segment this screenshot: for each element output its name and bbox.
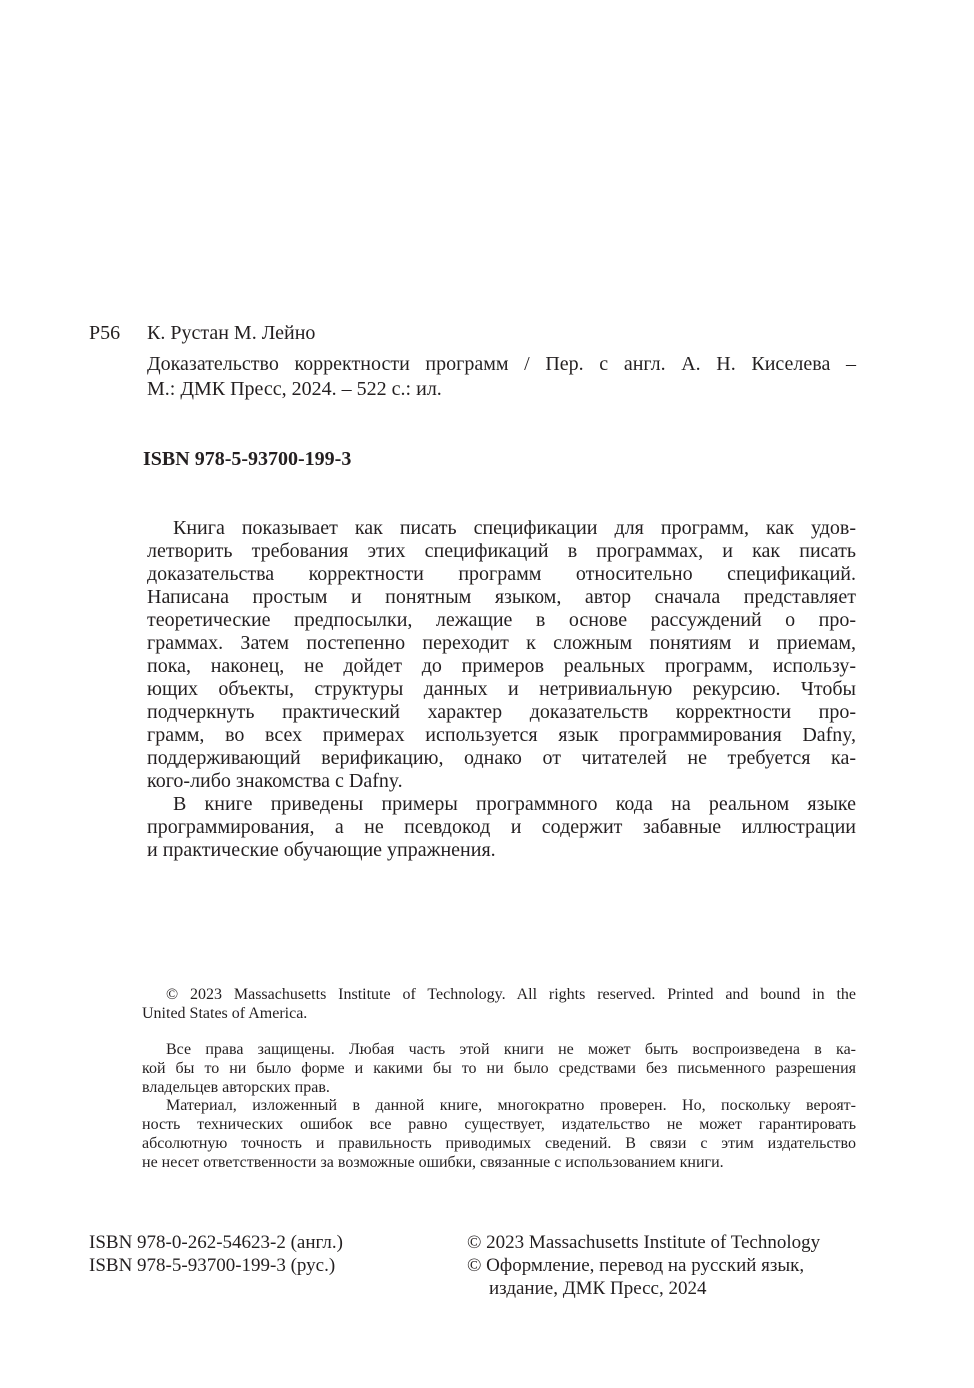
- abstract-line: программирования, а не псевдокод и содержит забавные иллюстрации: [147, 816, 856, 838]
- abstract-line: летворить требования этих спецификаций в программах, и как писать: [147, 540, 856, 562]
- bib-line: М.: ДМК Пресс, 2024. – 522 с.: ил.: [147, 378, 442, 400]
- isbn-english: ISBN 978-0-262-54623-2 (англ.): [89, 1232, 343, 1253]
- rights-notice: [142, 1041, 856, 1173]
- abstract-line: Книга показывает как писать спецификации для программ, как удов-: [173, 517, 856, 539]
- abstract-line: подчеркнуть практический характер доказательств корректности про-: [147, 701, 856, 723]
- abstract-line: грамм, во всех примерах используется язык программирования Dafny,: [147, 724, 856, 746]
- rights-line: не несет ответственности за возможные ошибки, связанные с использованием книги.: [142, 1153, 724, 1171]
- rights-line: кой бы то ни было форме и какими бы то ни было средствами без письменного разрешения: [142, 1059, 856, 1077]
- abstract-line: доказательства корректности программ относительно спецификаций.: [147, 563, 856, 585]
- abstract-line: теоретические предпосылки, лежащие в основе рассуждений о про-: [147, 609, 856, 631]
- copyright-mit: © 2023 Massachusetts Institute of Technology: [467, 1232, 821, 1253]
- abstract-line: и практические обучающие упражнения.: [147, 839, 496, 861]
- bib-line: Доказательство корректности программ / Пер. с англ. А. Н. Киселева –: [147, 353, 856, 375]
- abstract-line: Написана простым и понятным языком, автор сначала представляет: [147, 586, 856, 608]
- rights-line: ность технических ошибок все равно существует, издательство не может гарантировать: [142, 1116, 856, 1134]
- abstract-line: ющих объекты, структуры данных и нетривиальную рекурсию. Чтобы: [147, 678, 856, 700]
- abstract-line: поддерживающий верификацию, однако от читателей не требуется ка-: [147, 747, 856, 769]
- copyright-english: [142, 985, 856, 1023]
- abstract-line: пока, наконец, не дойдет до примеров реальных программ, использу-: [147, 655, 856, 677]
- footer-copyright-list: [467, 1231, 820, 1300]
- copyright-line: © 2023 Massachusetts Institute of Technology. All rights reserved. Printed and bound in the: [166, 986, 856, 1003]
- isbn-russian: ISBN 978-5-93700-199-3 (рус.): [89, 1255, 336, 1276]
- footer-isbn-list: [89, 1231, 343, 1277]
- bibliographic-description: [147, 352, 856, 402]
- copyright-line: United States of America.: [142, 1005, 308, 1022]
- rights-line: Материал, изложенный в данной книге, многократно проверен. Но, поскольку вероят-: [166, 1097, 856, 1115]
- abstract-line: В книге приведены примеры программного кода на реальном языке: [173, 793, 856, 815]
- rights-line: абсолютную точность и правильность приводимых сведений. В связи с этим издательство: [142, 1134, 856, 1152]
- isbn-primary: ISBN 978-5-93700-199-3: [143, 448, 352, 470]
- copyright-dmk: © Оформление, перевод на русский язык,: [467, 1255, 805, 1276]
- copyright-dmk-continued: издание, ДМК Пресс, 2024: [489, 1278, 707, 1299]
- book-abstract: [147, 517, 856, 862]
- abstract-line: кого-либо знакомства с Dafny.: [147, 770, 403, 792]
- rights-line: Все права защищены. Любая часть этой книги не может быть воспроизведена в ка-: [166, 1041, 856, 1058]
- abstract-line: граммах. Затем постепенно переходит к сложным понятиям и приемам,: [147, 632, 856, 654]
- rights-line: владельцев авторских прав.: [142, 1078, 330, 1096]
- udc-code: Р56: [89, 322, 121, 344]
- author-name: К. Рустан М. Лейно: [147, 322, 316, 344]
